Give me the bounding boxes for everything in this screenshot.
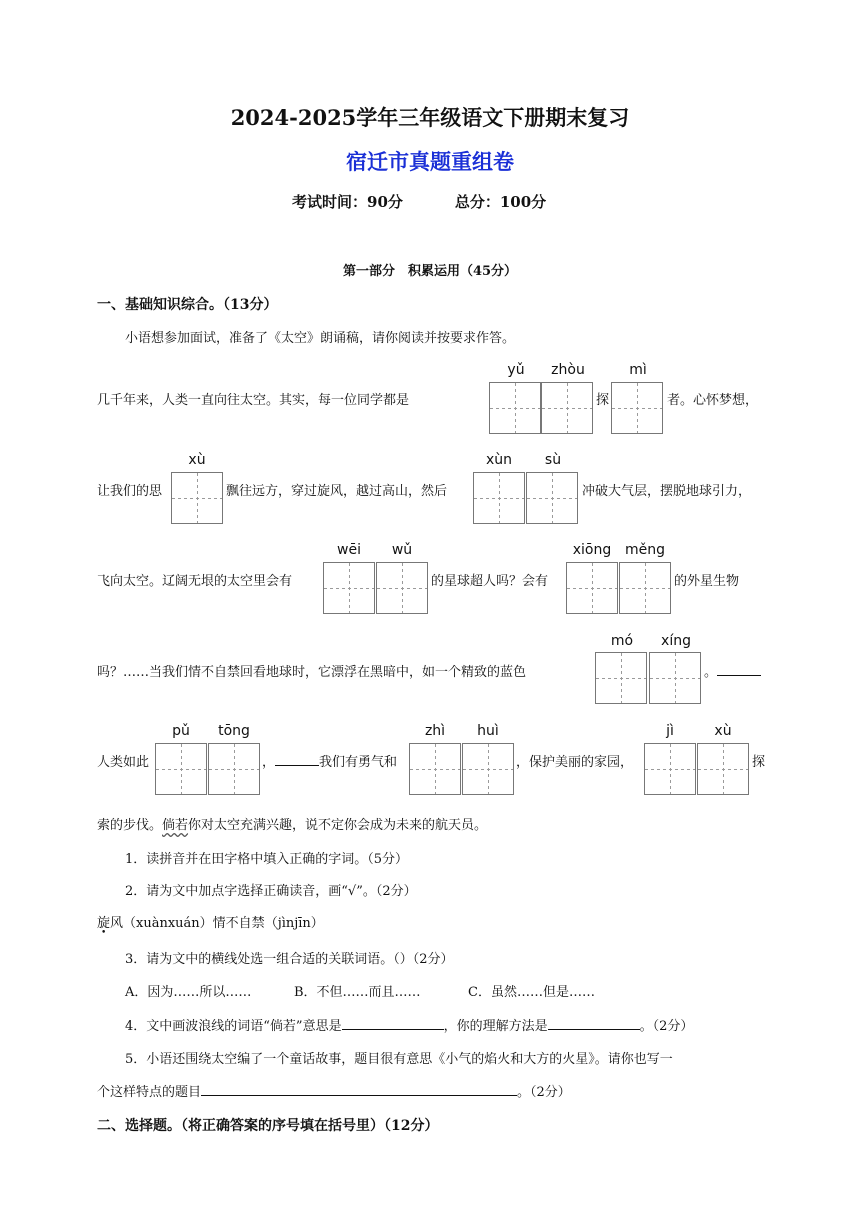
- passage-text: 飞向太空。辽阔无垠的太空里会有: [97, 574, 293, 589]
- question-5: 5．小语还围绕太空编了一个童话故事，题目很有意思《小气的焰火和大方的火星》。请你也写一: [125, 1052, 673, 1067]
- passage-text: 吗？……当我们情不自禁回看地球时，它漂浮在黑暗中，如一个精致的蓝色: [97, 665, 527, 680]
- passage-text: 让我们的思: [97, 484, 163, 499]
- pinyin-label: xíng: [661, 633, 691, 649]
- pinyin-label: huì: [477, 723, 499, 739]
- question-3: 3．请为文中的横线处选一组合适的关联词语。（）（2分）: [125, 952, 454, 967]
- passage-text: 的外星生物: [674, 574, 740, 589]
- dotted-word: 旋风: [97, 916, 124, 931]
- passage-text: 几千年来，人类一直向往太空。其实，每一位同学都是: [97, 393, 410, 408]
- question-2: 2．请为文中加点字选择正确读音，画“√”。（2分）: [125, 884, 417, 899]
- pinyin-label: xùn: [485, 452, 513, 468]
- dotted-word: 情不自禁: [212, 916, 265, 931]
- pinyin-label: pǔ: [172, 723, 190, 739]
- tianzige-box[interactable]: [566, 562, 618, 614]
- tianzige-box[interactable]: [611, 382, 663, 434]
- pinyin-label: wǔ: [391, 542, 413, 558]
- tianzige-box[interactable]: [208, 743, 260, 795]
- passage-fragment: 你对太空充满兴趣，说不定你会成为未来的航天员。: [188, 818, 488, 833]
- passage-text: [97, 814, 487, 833]
- tianzige-box[interactable]: [541, 382, 593, 434]
- pinyin-label: sù: [544, 452, 562, 468]
- question-4-text: 。（2分）: [639, 1019, 694, 1034]
- connective-blank[interactable]: [717, 663, 761, 676]
- exam-time: 考试时间：90分: [292, 193, 403, 211]
- pinyin-label: mì: [629, 362, 647, 378]
- tianzige-box[interactable]: [619, 562, 671, 614]
- pinyin-label: měng: [624, 542, 665, 558]
- tianzige-box[interactable]: [409, 743, 461, 795]
- tianzige-box[interactable]: [462, 743, 514, 795]
- section-1-heading: 一、基础知识综合。（13分）: [97, 297, 278, 313]
- pinyin-choice[interactable]: （xuànxuán）: [123, 916, 213, 931]
- exam-info: [292, 191, 546, 212]
- passage-text: 探: [752, 755, 766, 770]
- tianzige-box[interactable]: [644, 743, 696, 795]
- option-a[interactable]: A．因为……所以……: [125, 985, 252, 1000]
- answer-blank[interactable]: [342, 1017, 444, 1030]
- question-5-text: 个这样特点的题目: [97, 1085, 202, 1100]
- tianzige-box[interactable]: [649, 652, 701, 704]
- tianzige-box[interactable]: [376, 562, 428, 614]
- pinyin-label: xiōng: [572, 542, 612, 558]
- question-4-text: 4．文中画波浪线的词语“倘若”意思是: [125, 1019, 342, 1034]
- connective-blank[interactable]: [275, 753, 319, 766]
- comma-text: ，: [262, 755, 276, 770]
- answer-blank[interactable]: [201, 1083, 517, 1096]
- pinyin-label: yǔ: [507, 362, 525, 378]
- pinyin-choice[interactable]: （jìnjīn）: [264, 916, 324, 931]
- passage-fragment: 索的步伐。: [97, 818, 163, 833]
- passage-text: [704, 661, 761, 680]
- answer-blank[interactable]: [548, 1017, 640, 1030]
- question-1: 1．读拼音并在田字格中填入正确的字词。（5分）: [125, 852, 409, 867]
- passage-text: 的星球超人吗？会有: [431, 574, 549, 589]
- question-4: [125, 1015, 693, 1034]
- section-2-heading: 二、选择题。（将正确答案的序号填在括号里）（12分）: [97, 1118, 439, 1134]
- tianzige-box[interactable]: [323, 562, 375, 614]
- exam-score: 总分：100分: [454, 193, 547, 211]
- passage-text: 人类如此: [97, 755, 150, 770]
- tianzige-box[interactable]: [155, 743, 207, 795]
- tianzige-box[interactable]: [595, 652, 647, 704]
- passage-text: 冲破大气层，摆脱地球引力，: [582, 484, 752, 499]
- wavy-underlined-word: 倘若: [162, 818, 189, 833]
- pinyin-label: tōng: [218, 723, 250, 739]
- paper-subtitle: 宿迁市真题重组卷: [346, 150, 514, 174]
- paper-title: 2024-2025学年三年级语文下册期末复习: [230, 105, 630, 130]
- pinyin-label: xù: [188, 452, 206, 468]
- option-c[interactable]: C．虽然……但是……: [468, 985, 595, 1000]
- question-5-text: 。（2分）: [517, 1085, 571, 1100]
- passage-text: 探: [596, 393, 610, 408]
- tianzige-box[interactable]: [526, 472, 578, 524]
- question-5-cont: [97, 1081, 571, 1100]
- pinyin-label: mó: [610, 633, 634, 649]
- period-text: 。: [704, 665, 718, 680]
- passage-text: [262, 751, 397, 770]
- passage-text: ，保护美丽的家园，: [516, 755, 634, 770]
- pinyin-label: xù: [714, 723, 732, 739]
- tianzige-box[interactable]: [697, 743, 749, 795]
- passage-fragment: 我们有勇气和: [319, 755, 398, 770]
- question-4-text: ，你的理解方法是: [443, 1019, 548, 1034]
- passage-text: 飘往远方，穿过旋风，越过高山，然后: [226, 484, 448, 499]
- tianzige-box[interactable]: [489, 382, 541, 434]
- part-heading: 第一部分 积累运用（45分）: [342, 264, 518, 279]
- pinyin-label: jì: [666, 723, 674, 739]
- intro-text: 小语想参加面试，准备了《太空》朗诵稿，请你阅读并按要求作答。: [125, 331, 516, 346]
- pinyin-label: zhòu: [551, 362, 585, 378]
- option-b[interactable]: B．不但……而且……: [294, 985, 421, 1000]
- question-2-options: [97, 912, 324, 931]
- passage-text: 者。心怀梦想，: [667, 393, 759, 408]
- tianzige-box[interactable]: [171, 472, 223, 524]
- pinyin-label: wēi: [337, 542, 361, 558]
- pinyin-label: zhì: [424, 723, 446, 739]
- tianzige-box[interactable]: [473, 472, 525, 524]
